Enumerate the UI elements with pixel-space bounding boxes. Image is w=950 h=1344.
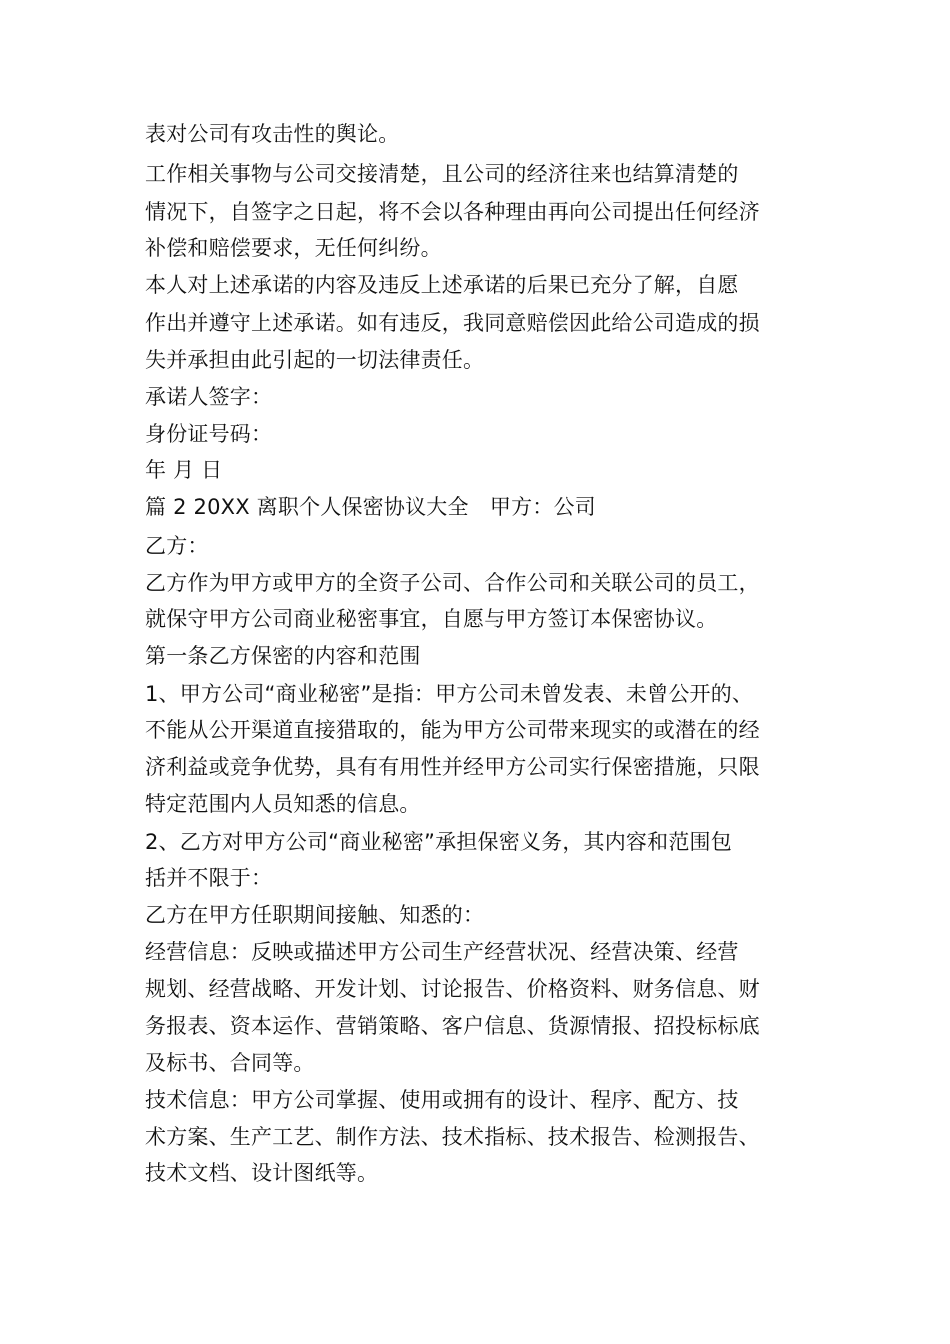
text-line: 1、甲方公司“商业秘密”是指：甲方公司未曾发表、未曾公开的、: [145, 682, 754, 706]
text-line: 乙方在甲方任职期间接触、知悉的：: [145, 903, 485, 927]
text-line: 失并承担由此引起的一切法律责任。: [145, 348, 485, 372]
text-line: 规划、经营战略、开发计划、讨论报告、价格资料、财务信息、财: [145, 977, 760, 1001]
text-line: 及标书、合同等。: [145, 1051, 315, 1075]
text-line: 就保守甲方公司商业秘密事宜，自愿与甲方签订本保密协议。: [145, 607, 718, 631]
text-line: 作出并遵守上述承诺。如有违反，我同意赔偿因此给公司造成的损: [145, 311, 760, 335]
text-line: 表对公司有攻击性的舆论。: [145, 122, 400, 146]
text-line: 技术文档、设计图纸等。: [145, 1161, 379, 1185]
text-line: 乙方作为甲方或甲方的全资子公司、合作公司和关联公司的员工，: [145, 571, 760, 595]
party-b-label: 乙方：: [145, 534, 209, 558]
text-line: 括并不限于：: [145, 866, 273, 890]
text-line: 特定范围内人员知悉的信息。: [145, 792, 421, 816]
text-line: 济利益或竞争优势，具有有用性并经甲方公司实行保密措施，只限: [145, 755, 760, 779]
text-line: 经营信息：反映或描述甲方公司生产经营状况、经营决策、经营: [145, 940, 739, 964]
text-line: 务报表、资本运作、营销策略、客户信息、货源情报、招投标标底: [145, 1014, 760, 1038]
section-heading: 篇 2 20XX 离职个人保密协议大全 甲方：公司: [145, 495, 596, 519]
signature-label: 承诺人签字：: [145, 385, 273, 409]
text-line: 术方案、生产工艺、制作方法、技术指标、技术报告、检测报告、: [145, 1125, 760, 1149]
text-line: 补偿和赔偿要求，无任何纠纷。: [145, 236, 442, 260]
text-line: 本人对上述承诺的内容及违反上述承诺的后果已充分了解，自愿: [145, 273, 739, 297]
text-line: 工作相关事物与公司交接清楚，且公司的经济往来也结算清楚的: [145, 162, 739, 186]
text-line: 不能从公开渠道直接猎取的，能为甲方公司带来现实的或潜在的经: [145, 718, 760, 742]
text-line: 技术信息：甲方公司掌握、使用或拥有的设计、程序、配方、技: [145, 1088, 739, 1112]
article-heading: 第一条乙方保密的内容和范围: [145, 644, 421, 668]
text-line: 2、乙方对甲方公司“商业秘密”承担保密义务，其内容和范围包: [145, 830, 732, 854]
text-line: 情况下，自签字之日起，将不会以各种理由再向公司提出任何经济: [145, 200, 760, 224]
id-number-label: 身份证号码：: [145, 422, 273, 446]
date-label: 年 月 日: [145, 458, 223, 482]
